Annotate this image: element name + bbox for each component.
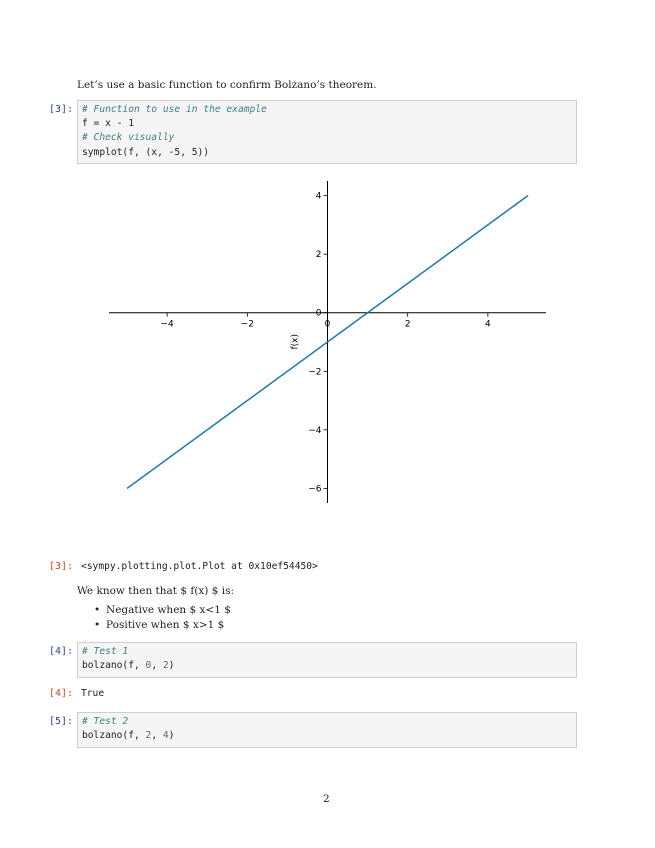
bolzano-result-output: True — [81, 688, 105, 699]
code-line: f = x - 1 — [82, 118, 134, 130]
code-function-call: bolzano(f, — [82, 730, 146, 742]
intro-paragraph: Let’s use a basic function to confirm Bolzano’s theorem. — [77, 79, 377, 91]
x-tick-label: −2 — [240, 319, 254, 330]
code-number: 4 — [162, 730, 169, 742]
plot-object-output: <sympy.plotting.plot.Plot at 0x10ef54450> — [81, 561, 318, 572]
input-prompt-4: [4]: — [49, 646, 74, 657]
code-line: symplot(f, (x, -5, 5)) — [82, 146, 210, 158]
code-comment: # Function to use in the example — [82, 104, 267, 115]
x-tick-label: 2 — [404, 319, 411, 330]
input-prompt-3: [3]: — [49, 104, 74, 115]
code-paren: ) — [168, 660, 175, 672]
output-prompt-4: [4]: — [49, 688, 74, 699]
code-function-call: bolzano(f, — [82, 660, 146, 672]
y-tick-label: 2 — [315, 250, 322, 261]
code-cell-5[interactable] — [77, 712, 577, 748]
list-item: • Positive when $ x>1 $ — [94, 618, 231, 633]
list-item: • Negative when $ x<1 $ — [94, 603, 231, 618]
code-separator: , — [151, 660, 163, 672]
code-line — [82, 729, 572, 743]
x-tick-label: 4 — [484, 319, 491, 330]
output-prompt-3: [3]: — [49, 561, 74, 572]
page-number: 2 — [323, 793, 330, 805]
sign-condition-list — [94, 603, 231, 633]
code-cell-4[interactable] — [77, 642, 577, 678]
x-tick-label: 0 — [324, 319, 331, 330]
code-comment: # Check visually — [82, 132, 175, 144]
code-separator: , — [151, 730, 163, 742]
code-number: 0 — [145, 660, 152, 672]
y-tick-label: −4 — [308, 425, 322, 436]
x-tick-label: −4 — [160, 319, 174, 330]
code-line — [82, 659, 572, 673]
y-tick-label: −6 — [308, 484, 322, 495]
code-paren: ) — [168, 730, 175, 742]
code-number: 2 — [162, 660, 169, 672]
y-tick-label: 4 — [315, 191, 322, 202]
explanation-paragraph: We know then that $ f(x) $ is: — [77, 585, 235, 597]
y-tick-label: 0 — [315, 308, 322, 319]
code-comment: # Test 1 — [82, 646, 129, 657]
input-prompt-5: [5]: — [49, 716, 74, 727]
y-tick-label: −2 — [308, 367, 322, 378]
code-number: 2 — [145, 730, 152, 742]
code-comment: # Test 2 — [82, 716, 129, 727]
y-axis-label: f(x) — [290, 333, 301, 350]
